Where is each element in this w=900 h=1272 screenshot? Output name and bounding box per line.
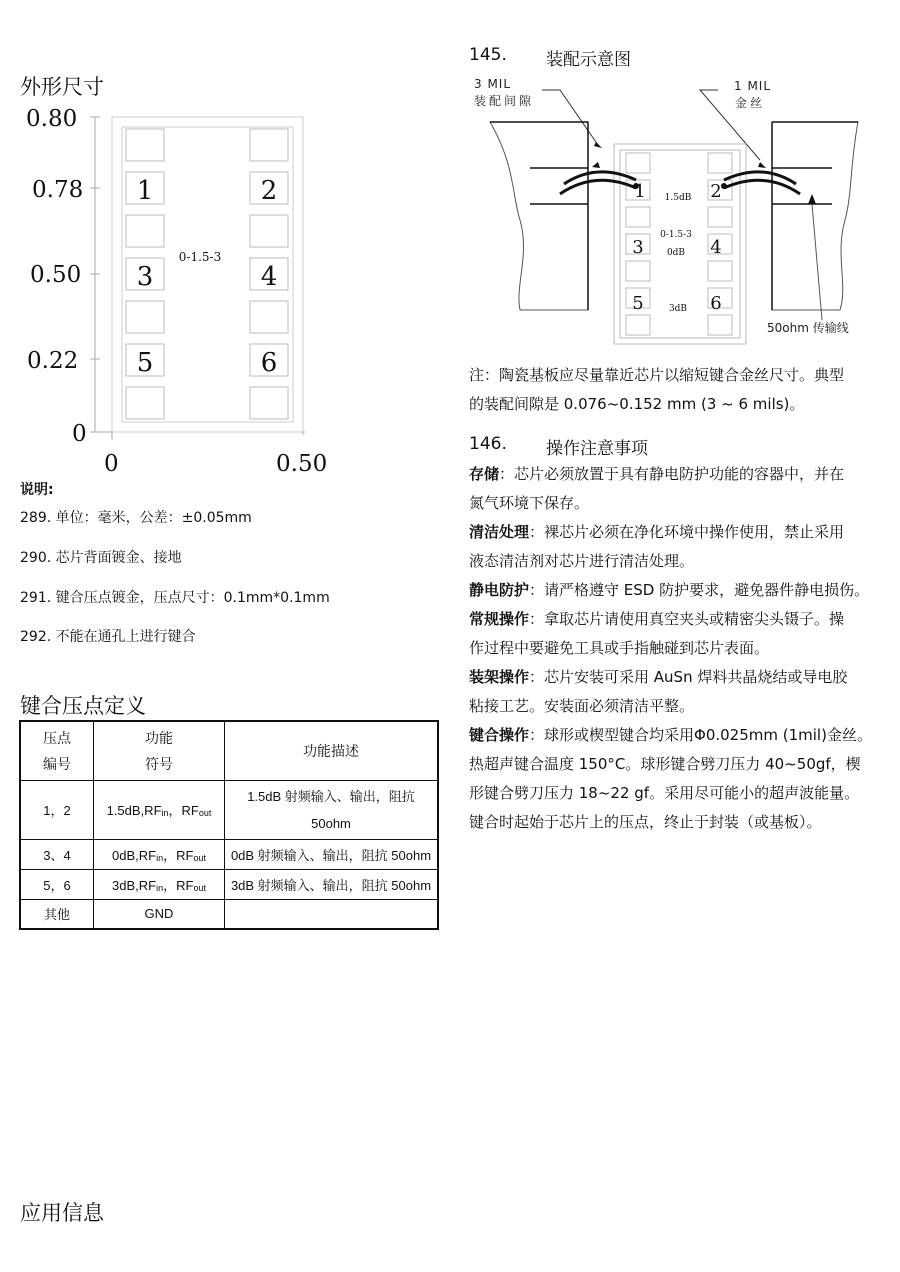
cell-description: 0dB 射频输入、输出，阻抗 50ohm bbox=[225, 839, 439, 869]
chip-attenuation-label: 1.5dB bbox=[664, 193, 692, 203]
x-tick-label: 0.50 bbox=[276, 451, 328, 477]
table-row bbox=[20, 780, 438, 839]
cell-description: 1.5dB 射频输入、输出，阻抗 50ohm bbox=[225, 780, 439, 839]
app-info-title: 应用信息 bbox=[20, 1201, 104, 1225]
handling-item-line: 作过程中要避免工具或手指触碰到芯片表面。 bbox=[469, 639, 770, 657]
cell-symbol: GND bbox=[94, 899, 225, 929]
chip-center-label: 0-1.5-3 bbox=[660, 230, 692, 240]
chip-center-label: 0-1.5-3 bbox=[178, 250, 222, 264]
cell-description bbox=[225, 899, 439, 929]
y-tick-label: 0.22 bbox=[27, 348, 79, 374]
cell-pad: 5，6 bbox=[20, 869, 94, 899]
handling-list bbox=[469, 460, 894, 837]
handling-item-esd: 静电防护：请严格遵守 ESD 防护要求，避免器件静电损伤。 bbox=[469, 581, 870, 599]
chip-pad-number: 2 bbox=[710, 181, 722, 202]
x-tick-label: 0 bbox=[104, 451, 119, 477]
header-description: 功能描述 bbox=[225, 721, 439, 780]
handling-item-storage: 存储：芯片必须放置于具有静电防护功能的容器中，并在 bbox=[469, 465, 845, 483]
header-function: 功能 符号 bbox=[94, 721, 225, 780]
pad-number: 2 bbox=[260, 176, 278, 206]
chip-attenuation-label: 0dB bbox=[666, 248, 686, 258]
chip-pad-number: 4 bbox=[710, 237, 722, 258]
gap-label: 3 MIL bbox=[474, 77, 512, 91]
y-tick-label: 0.80 bbox=[26, 106, 78, 132]
line-label: 50ohm 传输线 bbox=[767, 321, 849, 335]
handling-item-bonding: 键合操作：球形或楔型键合均采用Φ0.025mm (1mil)金丝。 bbox=[469, 726, 872, 744]
pad-number: 1 bbox=[136, 176, 154, 206]
table-row bbox=[20, 899, 438, 929]
table-row bbox=[20, 839, 438, 869]
handling-title: 操作注意事项 bbox=[546, 439, 648, 459]
handling-item-line: 形键合劈刀压力 18~22 gf。采用尽可能小的超声波能量。 bbox=[469, 784, 860, 802]
note-item: 292. 不能在通孔上进行键合 bbox=[20, 629, 196, 645]
cell-pad: 1，2 bbox=[20, 780, 94, 839]
wire-label: 1 MIL bbox=[734, 79, 772, 93]
handling-number: 146. bbox=[469, 434, 507, 454]
table-row bbox=[20, 869, 438, 899]
handling-item-line: 粘接工艺。安装面必须清洁平整。 bbox=[469, 697, 695, 715]
chip-pad-number: 6 bbox=[710, 293, 722, 314]
handling-item-line: 液态清洁剂对芯片进行清洁处理。 bbox=[469, 552, 695, 570]
assembly-note-line: 注：陶瓷基板应尽量靠近芯片以缩短键合金丝尺寸。典型 bbox=[469, 366, 845, 384]
cell-pad: 其他 bbox=[20, 899, 94, 929]
gap-label: 装配间隙 bbox=[474, 94, 535, 108]
pad-number: 3 bbox=[136, 262, 154, 292]
handling-item-cleaning: 清洁处理：裸芯片必须在净化环境中操作使用，禁止采用 bbox=[469, 523, 845, 541]
wire-label: 金丝 bbox=[735, 96, 766, 110]
assembly-diagram bbox=[460, 70, 880, 350]
cell-pad: 3、4 bbox=[20, 839, 94, 869]
outline-drawing bbox=[0, 100, 440, 480]
assembly-number: 145. bbox=[469, 45, 507, 65]
note-item: 290. 芯片背面镀金、接地 bbox=[20, 550, 182, 566]
assembly-title: 装配示意图 bbox=[546, 50, 631, 70]
table-header-row bbox=[20, 721, 438, 780]
pad-number: 4 bbox=[260, 262, 278, 292]
chip-pad-number: 3 bbox=[632, 237, 644, 258]
note-item: 289. 单位：毫米，公差：±0.05mm bbox=[20, 510, 252, 526]
cell-symbol: $1.5dB,RF_{in}$，$RF_{out}$ bbox=[94, 780, 225, 839]
pad-table-title: 键合压点定义 bbox=[20, 694, 146, 718]
chip-pad-number: 5 bbox=[632, 293, 644, 314]
chip-attenuation-label: 3dB bbox=[668, 304, 688, 314]
outline-title: 外形尺寸 bbox=[20, 75, 104, 99]
handling-item-line: 氮气环境下保存。 bbox=[469, 494, 590, 512]
pad-definition-table bbox=[19, 720, 439, 930]
assembly-note-line: 的装配间隙是 0.076~0.152 mm (3 ~ 6 mils)。 bbox=[469, 395, 805, 413]
y-tick-label: 0.78 bbox=[32, 177, 84, 203]
pad-number: 5 bbox=[136, 348, 154, 378]
handling-item-mounting: 装架操作：芯片安装可采用 AuSn 焊料共晶烧结或导电胶 bbox=[469, 668, 848, 686]
cell-description: 3dB 射频输入、输出，阻抗 50ohm bbox=[225, 869, 439, 899]
pad-number: 6 bbox=[260, 348, 278, 378]
handling-item-line: 键合时起始于芯片上的压点，终止于封装（或基板）。 bbox=[469, 813, 822, 831]
cell-symbol: $3dB,RF_{in}$，$RF_{out}$ bbox=[94, 869, 225, 899]
y-tick-label: 0 bbox=[72, 421, 87, 447]
y-tick-label: 0.50 bbox=[30, 262, 82, 288]
cell-symbol: $0dB,RF_{in}$，$RF_{out}$ bbox=[94, 839, 225, 869]
header-pad: 压点 编号 bbox=[20, 721, 94, 780]
note-item: 291. 键合压点镀金，压点尺寸：0.1mm*0.1mm bbox=[20, 590, 330, 606]
notes-heading: 说明: bbox=[20, 482, 54, 498]
handling-item-general: 常规操作：拿取芯片请使用真空夹头或精密尖头镊子。操 bbox=[469, 610, 845, 628]
handling-item-line: 热超声键合温度 150°C。球形键合劈刀压力 40~50gf，楔 bbox=[469, 755, 861, 773]
chip-pad-number: 1 bbox=[634, 181, 646, 202]
